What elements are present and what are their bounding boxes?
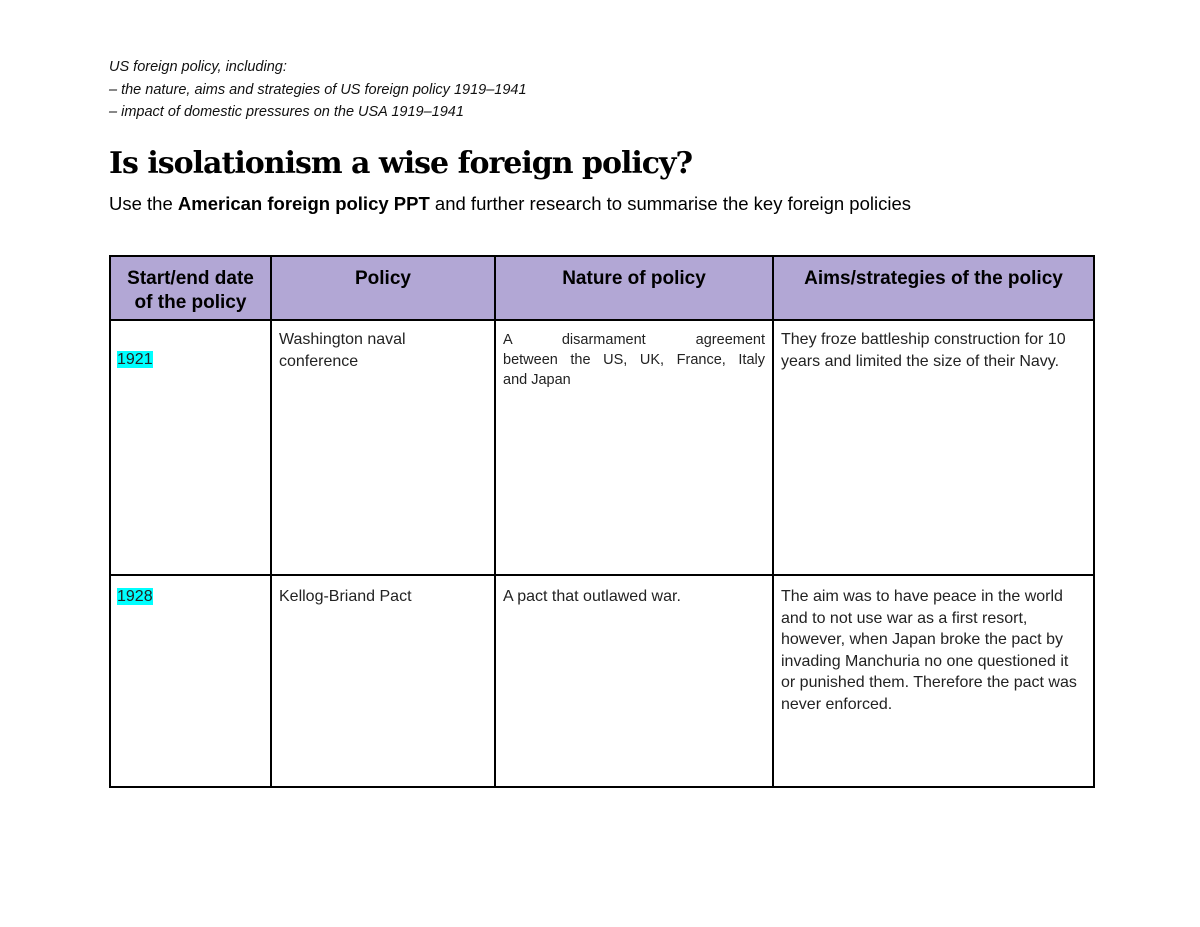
policy-table [109,255,1095,788]
nature-cell[interactable] [495,320,773,575]
header-policy: Policy [271,256,495,320]
table-row [110,320,1094,575]
intro-line-3: – impact of domestic pressures on the USA 1919–1941 [109,104,464,120]
policy-cell[interactable]: Kellog-Briand Pact [271,575,495,787]
table-row [110,575,1094,787]
intro-line-1: US foreign policy, including: [109,59,287,75]
nature-line: A disarmament agreement [503,332,765,348]
header-nature: Nature of policy [495,256,773,320]
date-value: 1928 [117,588,153,605]
aims-cell[interactable]: The aim was to have peace in the world and to not use war as a first resort, however, when Japan broke the pact by invading Manchuria no one questioned it or punished them. Therefore the pact was never enforced. [773,575,1094,787]
intro-line-2: – the nature, aims and strategies of US foreign policy 1919–1941 [109,81,527,98]
page-title: Is isolationism a wise foreign policy? [109,146,693,181]
table-header-row [110,256,1094,320]
nature-cell[interactable]: A pact that outlawed war. [495,575,773,787]
date-cell[interactable] [110,575,271,787]
instruction-text [109,193,911,215]
header-date: Start/end date of the policy [110,256,271,320]
nature-line: and Japan [503,372,571,388]
instruction-prefix: Use the [109,193,178,214]
nature-line: between the US, UK, France, Italy [503,352,765,368]
aims-cell[interactable]: They froze battleship construction for 10 years and limited the size of their Navy. [773,320,1094,575]
syllabus-intro [109,56,527,124]
instruction-bold: American foreign policy PPT [177,193,430,214]
instruction-suffix: and further research to summarise the key foreign policies [429,193,912,214]
policy-cell[interactable]: Washington naval conference [271,320,495,575]
date-cell[interactable] [110,320,271,575]
date-value: 1921 [117,351,153,368]
header-aims: Aims/strategies of the policy [773,256,1094,320]
